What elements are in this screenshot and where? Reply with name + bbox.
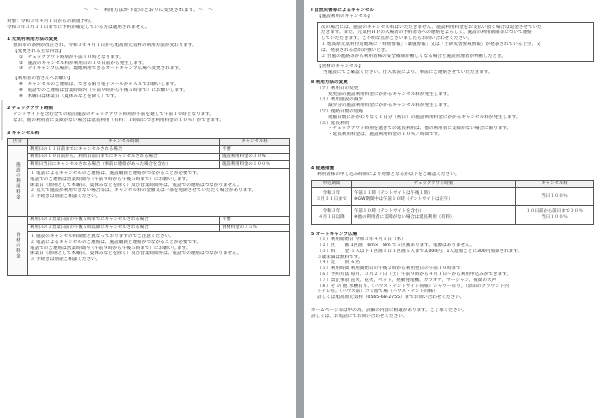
- text-line: 詳しくは旭高原元気村（0565-68-2755）までお問い合わせください。: [317, 295, 465, 301]
- table-cell: [352, 188, 516, 206]
- cell-line: ３月３１日まで: [316, 196, 347, 202]
- note-line: ２ 荒天で施設が利用できない場合等は、キャンセル料の金額又は一部を免除させていただく場合があります。: [30, 188, 257, 194]
- text-line: 【変更される主な内容】: [13, 48, 64, 54]
- page-edge-marker: [1, 100, 3, 140]
- text-line: なお、他の利用者に支障がない場合は延長利用（有料：１時間につき利用料金の１０％）ができます。: [13, 117, 224, 123]
- note-line: １ 施設のキャンセル料開始と異なっておりますのでご注意ください。: [30, 234, 174, 240]
- text-line: （４）定 員 ６名: [317, 260, 360, 266]
- cancellation-table: [7, 138, 290, 277]
- table-cell: 不要: [220, 216, 290, 224]
- table-cell: 施設利用料金の１００％: [220, 161, 290, 169]
- section-heading: Ⅱ 利用方法の変更: [311, 79, 348, 85]
- disaster-box: [317, 22, 594, 63]
- table-header: キャンセル料: [516, 180, 594, 188]
- table-notes-cell: [28, 168, 290, 216]
- table-cell: 利用日の３営業日前の午後５時までにキャンセルされる場合: [28, 216, 220, 224]
- table-cell: [516, 188, 594, 206]
- section-heading: 5 オートキャンプ広場: [311, 231, 358, 237]
- cell-line: 午前１１時（テントサイトは午後１時）: [354, 191, 433, 197]
- note-line: ３ 手続きは別途ご相談ください。: [30, 194, 101, 200]
- intro-line: 令和３年３月３１日までに予約が確定している方は適用されません。: [7, 24, 150, 30]
- section-heading: 1 元気村利用方法の変更: [7, 37, 58, 43]
- text-line: （７）禁止事項 直火、花火、ペット、発動発電機、カラオケ、マージャン、夜間の大声: [317, 277, 497, 283]
- row-group-label: 食材の料金: [8, 216, 28, 275]
- text-line: 減少分の施設利用料金にかかるキャンセル料が発生します。: [328, 103, 452, 109]
- footer-line: ホームページ等は中の為、詳細の内容に相違があります。ご了承ください。: [311, 308, 467, 314]
- table-cell: 利用日の１１日前までにキャンセルされる場合: [28, 146, 220, 154]
- sub-heading: 【施設利用のキャンセル】: [317, 13, 373, 19]
- document-title: ～ ～ 利用方法が下記のとおりに変更されます。～ ～: [83, 8, 214, 13]
- note-line: ※ 木曜日は休業日（夏休みなどを除く）です。: [19, 93, 119, 99]
- note-line: 電話でのご連絡は営業時間内（午前９時から午後５時まで）にお願いします。: [30, 176, 191, 182]
- row-group-label: 施設の利用料金: [8, 146, 28, 217]
- cell-line: 令和３年: [322, 191, 341, 197]
- page-gutter: [296, 0, 304, 418]
- table-header: 申込期間: [312, 180, 352, 188]
- table-cell: [312, 188, 352, 206]
- table-notes-cell: [28, 232, 290, 276]
- note-line: ２ 電話によるキャンセルのご連絡は、施設職員と連絡がつながることが必要です。: [30, 239, 202, 245]
- cell-line: ※他の利用者に支障がない場合は延長利用（有料）: [354, 214, 455, 220]
- table-header: チェックアウト時刻: [352, 180, 516, 188]
- text-line: だきます。また、元気村ＨＰの入場者の予約者等への連絡をよろしく。施設の利用制限等について連絡: [321, 30, 532, 36]
- text-line: （２）区 画 1区画 6m× 8m で５区画あります。電源はありません。: [317, 243, 475, 249]
- cell-line: ※GW期間中は午前１０時（テントサイトは正午）: [354, 196, 453, 202]
- cell-line: ４月１日以降: [318, 214, 345, 220]
- note-line: 休業日（原則として木曜日、夏休みなどを除く）及び営業時間外は、電話での連絡はつながりません。: [30, 251, 242, 257]
- text-line: （イ）利用施設の減少: [317, 97, 363, 103]
- footer-line: 詳しくは、お電話にてお問い合わせください。: [311, 313, 408, 319]
- text-line: ・チェックアウト時刻を過ぎての延長利用は、他の利用者に支障がない場合に限ります。: [328, 126, 512, 132]
- note-line: ※ キャンセルのご連絡は、できる限り電子メールかＦＡＸでお願いします。: [19, 81, 179, 87]
- table-header: キャンセル時期: [28, 138, 220, 146]
- text-line: （８）そ の 他 水槽有り、（ハウス・テントサイト同様）シャワー有り。（余田のグラウンド内: [317, 283, 509, 289]
- text-line: （６）予約方法 毎月、３月２７日（土）午前９時から４月１日～から利用申込みができます。: [317, 272, 512, 278]
- text-line: ③ デイキャンプ広場が、現地利用できるオートキャンプ広場へ変更されます。: [19, 66, 184, 72]
- text-line: （３）料 金 ５人以下１区画１日１区画５人まで3,000円、1人追加ごとに300円加算されます。: [317, 248, 523, 254]
- table-cell: 利用日の１０日前から、利用日前日までにキャンセルされる場合: [28, 153, 220, 161]
- text-line: ３歳未満は無料です。: [317, 254, 363, 260]
- note-line: １ 電話によるキャンセルのご連絡は、施設職員と連絡がつながることが必要です。: [30, 170, 202, 176]
- table-cell: [516, 206, 594, 224]
- text-line: 当施設にてご確認ください。仕入状況により、事前にご連絡させていただきます。: [323, 70, 493, 76]
- text-line: （ア）利用日の変更: [317, 85, 359, 91]
- text-line: 豊田市の条例が改正され、令和３年４月１日から旭高原元気村の利用方法が変わります。: [13, 43, 197, 49]
- text-line: （ウ）復路日数の短縮: [317, 108, 363, 114]
- table-cell: 施設利用料金の３０%: [220, 153, 290, 161]
- text-line: ・延長利用料金は、施設利用料金の１０％／時間です。: [328, 132, 443, 138]
- text-line: ２ 台風の進路等から利用者様の安全確保が難しくなる場合と施設管理者が判断したとき。: [321, 53, 507, 59]
- cell-line: 当日１００％: [541, 214, 568, 220]
- table-cell: [352, 206, 516, 224]
- text-line: 利用者様の申し込み時期により対象となるか以下をご確認ください。: [317, 171, 460, 177]
- text-line: 短縮日数にかかわりなく１日分（初日）の施設利用料金にかかるキャンセル料が発生します。: [328, 114, 521, 120]
- text-line: （１）利用開始日 令和３年４月１日（木）: [317, 237, 406, 243]
- table-cell: [312, 206, 352, 224]
- text-line: トイレ有。（ハウス前）ゴミ捨て場（ハウス・テント同様）: [317, 289, 438, 295]
- cell-line: １０日前から前日まで３０％: [525, 209, 584, 215]
- text-line: テントサイトを含む全ての宿泊施設のチェックアウト時刻が午前を通して午前１０時となります。: [13, 112, 215, 118]
- cell-line: 午前１０時（テントサイトを含む）: [354, 209, 424, 215]
- text-line: 次の場合には、施設のキャンセル料はいただきません。施設利用料金をお支払い頂く場合は返金させていた: [321, 24, 542, 30]
- section-heading: 4 経過措置: [311, 165, 335, 171]
- table-cell: 利用日の３営業日前の午後５時以降にキャンセルされる場合: [28, 224, 220, 232]
- table-cell: 利用日当日にキャンセルされる場合（事前に連絡があった場合を含む）: [28, 161, 220, 169]
- section-heading: 3 キャンセル料: [7, 130, 40, 136]
- intro-line: 対象：令和３年４月１日からの新規予約。: [7, 18, 95, 24]
- table-header: キャンセル料: [220, 138, 290, 146]
- text-line: （５）利用時間 利用開始日の午後２時から利用翌日の午前１０時まで: [317, 266, 461, 272]
- text-line: ② 施設のキャンセル料が利用日の１０日前から発生します。: [19, 60, 147, 66]
- note-line: ３ 手続きは別途ご相談ください。: [30, 257, 101, 263]
- table-header: 区分: [8, 138, 28, 146]
- text-line: 変更前の施設利用料金にかかるキャンセル料が発生します。: [328, 91, 452, 97]
- note-line: 休業日（原則として木曜日、夏休みなどを除く）及び営業時間外は、電話での連絡はつながりません。: [30, 182, 242, 188]
- note-line: ※ 電話でのご連絡は営業時間内（午前９時から午後５時まで）にお願いします。: [19, 87, 188, 93]
- text-line: １ 旭高原元気村付近地域に「特別警報」「暴風警報」又は「土砂災害警戒情報」が発表されている上空、又: [321, 41, 541, 47]
- transition-table: [311, 180, 594, 225]
- text-line: （エ）延長利用: [317, 120, 350, 126]
- note-line: 電話でのご連絡は営業時間内（午前９時から午後５時まで）にお願いします。: [30, 245, 191, 251]
- section-heading: Ⅰ 自然災害等によるキャンセル: [311, 8, 375, 13]
- table-cell: 食材料金の７５％: [220, 224, 290, 232]
- document-page-left: [0, 0, 296, 418]
- table-cell: 不要: [220, 146, 290, 154]
- text-line: は、発表される恐れが強いとき。: [321, 47, 390, 53]
- cell-line: 令和３年: [322, 209, 341, 215]
- document-page-right: [304, 0, 600, 418]
- cell-line: 当日１００％: [541, 193, 568, 199]
- section-heading: 2 チェックアウト時刻: [7, 106, 54, 112]
- text-line: していただきます。ご不明な点がございましたらお問い合わせください。: [321, 36, 473, 42]
- sub-heading: 【食材のキャンセル】: [317, 64, 363, 70]
- note-heading: 【利用者の皆さんへお願い】: [13, 76, 73, 82]
- text-line: ① チェックアウト時刻が午前１０時となります。: [19, 54, 124, 60]
